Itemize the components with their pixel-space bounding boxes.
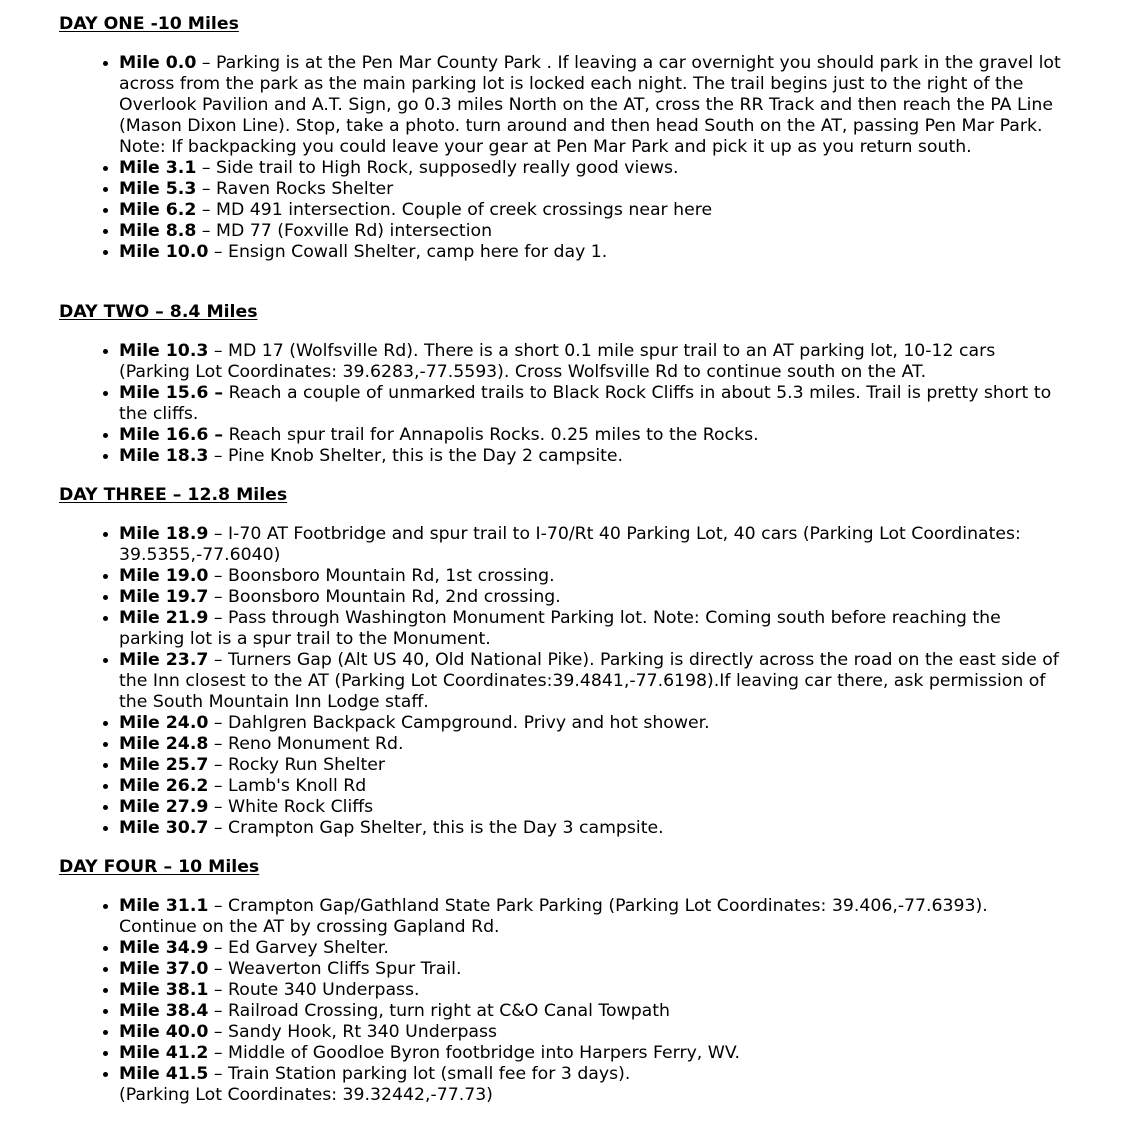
item-text: – Boonsboro Mountain Rd, 2nd crossing.: [208, 587, 561, 607]
mile-marker: Mile 19.0: [119, 566, 209, 586]
day-one-heading: DAY ONE -10 Miles: [59, 14, 239, 34]
list-item: [119, 221, 1064, 242]
mile-marker: Mile 41.2: [119, 1043, 209, 1063]
mile-marker: Mile 27.9: [119, 797, 209, 817]
mile-marker: Mile 15.6 –: [119, 383, 224, 403]
day-two-heading: DAY TWO – 8.4 Miles: [59, 302, 258, 322]
list-item: [119, 938, 1064, 959]
mile-marker: Mile 24.8: [119, 734, 209, 754]
item-text: – Side trail to High Rock, supposedly really good views.: [196, 158, 679, 178]
mile-marker: Mile 3.1: [119, 158, 197, 178]
item-text: – Raven Rocks Shelter: [196, 179, 394, 199]
mile-marker: Mile 21.9: [119, 608, 209, 628]
item-text: Reach a couple of unmarked trails to Black Rock Cliffs in about 5.3 miles. Trail is pretty short to the cliffs.: [119, 383, 1052, 424]
item-text: – I-70 AT Footbridge and spur trail to I-70/Rt 40 Parking Lot, 40 cars (Parking Lot Coordinates: 39.5355,-77.6040): [119, 524, 1021, 565]
mile-marker: Mile 6.2: [119, 200, 197, 220]
mile-marker: Mile 10.3: [119, 341, 209, 361]
mile-marker: Mile 18.3: [119, 446, 209, 466]
day-four-list: [0, 896, 1064, 1106]
list-item: [119, 713, 1064, 734]
mile-marker: Mile 18.9: [119, 524, 209, 544]
mile-marker: Mile 16.6 –: [119, 425, 224, 445]
list-item: [119, 959, 1064, 980]
day-two-list: [0, 341, 1064, 467]
mile-marker: Mile 5.3: [119, 179, 197, 199]
list-item: [119, 566, 1064, 587]
mile-marker: Mile 37.0: [119, 959, 209, 979]
item-text: – MD 491 intersection. Couple of creek crossings near here: [196, 200, 713, 220]
mile-marker: Mile 23.7: [119, 650, 209, 670]
item-text: – Ed Garvey Shelter.: [208, 938, 389, 958]
item-text: – Pine Knob Shelter, this is the Day 2 campsite.: [208, 446, 624, 466]
list-item: [119, 446, 1064, 467]
item-text: – Boonsboro Mountain Rd, 1st crossing.: [208, 566, 555, 586]
mile-marker: Mile 0.0: [119, 53, 197, 73]
mile-marker: Mile 38.4: [119, 1001, 209, 1021]
list-item: [119, 341, 1064, 383]
item-text: – Middle of Goodloe Byron footbridge into Harpers Ferry, WV.: [208, 1043, 740, 1063]
item-text: – Weaverton Cliffs Spur Trail.: [208, 959, 462, 979]
item-text: – MD 77 (Foxville Rd) intersection: [196, 221, 493, 241]
list-item: [119, 524, 1064, 566]
list-item: [119, 383, 1064, 425]
item-text: – Sandy Hook, Rt 340 Underpass: [208, 1022, 498, 1042]
list-item: [119, 587, 1064, 608]
mile-marker: Mile 8.8: [119, 221, 197, 241]
list-item: [119, 1043, 1064, 1064]
item-text: – MD 17 (Wolfsville Rd). There is a short 0.1 mile spur trail to an AT parking lot, 10-12 cars (Parking Lot Coordinates: 39.6283,-77.5593). Cross Wolfsville Rd to continue south on the AT.: [119, 341, 996, 382]
item-text: – Route 340 Underpass.: [208, 980, 420, 1000]
list-item: [119, 980, 1064, 1001]
list-item: [119, 1001, 1064, 1022]
list-item: [119, 608, 1064, 650]
mile-marker: Mile 31.1: [119, 896, 209, 916]
list-item: [119, 776, 1064, 797]
list-item: [119, 53, 1064, 158]
item-text: – Parking is at the Pen Mar County Park . If leaving a car overnight you should park in the gravel lot across from the park as the main parking lot is locked each night. The trail begins just to the right of the Overlook Pavilion and A.T. Sign, go 0.3 miles North on the AT, cross the RR Track and then reach the PA Line (Mason Dixon Line). Stop, take a photo. turn around and then head South on the AT, passing Pen Mar Park. Note: If backpacking you could leave your gear at Pen Mar Park and pick it up as you return south.: [119, 53, 1061, 157]
item-text: – Crampton Gap/Gathland State Park Parking (Parking Lot Coordinates: 39.406,-77.6393). Continue on the AT by crossing Gapland Rd.: [119, 896, 988, 937]
list-item: [119, 179, 1064, 200]
item-text: – Reno Monument Rd.: [208, 734, 404, 754]
item-text: – Pass through Washington Monument Parking lot. Note: Coming south before reaching the parking lot is a spur trail to the Monument.: [119, 608, 1001, 649]
list-item: [119, 896, 1064, 938]
mile-marker: Mile 41.5: [119, 1064, 209, 1084]
item-text: – Crampton Gap Shelter, this is the Day 3 campsite.: [208, 818, 664, 838]
mile-marker: Mile 26.2: [119, 776, 209, 796]
mile-marker: Mile 40.0: [119, 1022, 209, 1042]
mile-marker: Mile 25.7: [119, 755, 209, 775]
item-text: – Lamb's Knoll Rd: [208, 776, 367, 796]
item-text: – Rocky Run Shelter: [208, 755, 385, 775]
mile-marker: Mile 34.9: [119, 938, 209, 958]
mile-marker: Mile 30.7: [119, 818, 209, 838]
day-one-list: [0, 53, 1064, 263]
list-item: [119, 1064, 1064, 1106]
item-text: – Ensign Cowall Shelter, camp here for day 1.: [208, 242, 608, 262]
mile-marker: Mile 10.0: [119, 242, 209, 262]
list-item: [119, 158, 1064, 179]
item-text: – Turners Gap (Alt US 40, Old National Pike). Parking is directly across the road on the east side of the Inn closest to the AT (Parking Lot Coordinates:39.4841,-77.6198).If leaving car there, ask permission of the South Mountain Inn Lodge staff.: [119, 650, 1059, 712]
list-item: [119, 242, 1064, 263]
item-text: – Dahlgren Backpack Campground. Privy and hot shower.: [208, 713, 710, 733]
list-item: [119, 797, 1064, 818]
list-item: [119, 734, 1064, 755]
list-item: [119, 200, 1064, 221]
item-text: – White Rock Cliffs: [208, 797, 374, 817]
mile-marker: Mile 19.7: [119, 587, 209, 607]
list-item: [119, 755, 1064, 776]
item-extra-text: (Parking Lot Coordinates: 39.32442,-77.73): [119, 1085, 493, 1105]
list-item: [119, 1022, 1064, 1043]
list-item: [119, 425, 1064, 446]
item-text: – Railroad Crossing, turn right at C&O Canal Towpath: [208, 1001, 670, 1021]
day-three-heading: DAY THREE – 12.8 Miles: [59, 485, 288, 505]
list-item: [119, 650, 1064, 713]
day-three-list: [0, 524, 1064, 839]
item-text: Reach spur trail for Annapolis Rocks. 0.25 miles to the Rocks.: [223, 425, 759, 445]
list-item: [119, 818, 1064, 839]
mile-marker: Mile 24.0: [119, 713, 209, 733]
item-text: – Train Station parking lot (small fee for 3 days).: [208, 1064, 631, 1084]
mile-marker: Mile 38.1: [119, 980, 209, 1000]
day-four-heading: DAY FOUR – 10 Miles: [59, 857, 260, 877]
